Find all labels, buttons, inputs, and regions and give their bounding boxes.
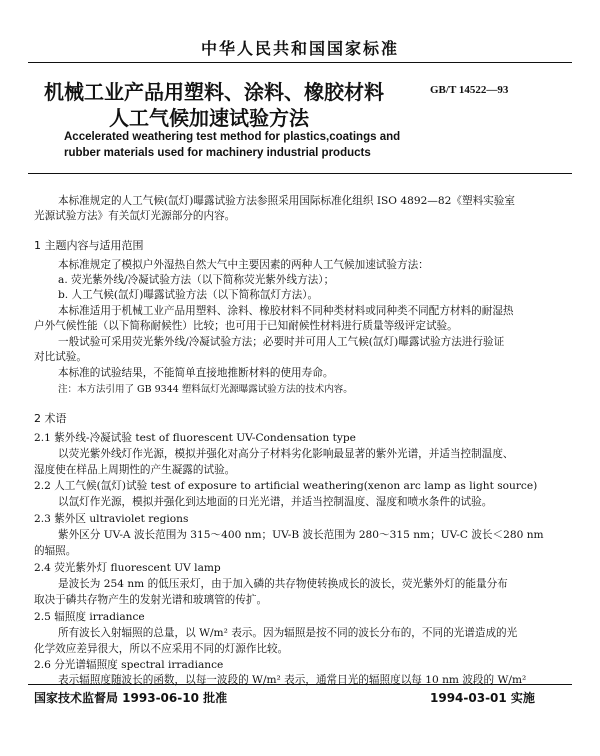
term-2-6-heading: 2.6 分光谱辐照度 spectral irradiance: [34, 659, 224, 671]
section-1-para-2-line-1: 本标准适用于机械工业产品用塑料、涂料、橡胶材料不同种类材料或同种类不同配方材料的耐湿热: [58, 305, 514, 317]
term-2-5-heading: 2.5 辐照度 irradiance: [34, 611, 145, 623]
term-2-2-line-1: 以氙灯作光源，模拟并强化到达地面的日光光谱，并适当控制温度、湿度和喷水条件的试验。: [58, 496, 493, 508]
term-2-5-line-2: 化学效应差异很大，所以不应采用不同的灯源作比较。: [34, 643, 289, 655]
term-2-4-line-2: 取决于磷共存物产生的发射光谱和玻璃管的传扩。: [34, 594, 268, 606]
effective-date: 1994-03-01 实施: [430, 691, 535, 705]
english-title-line-2: rubber materials used for machinery industrial products: [64, 147, 371, 159]
section-2-heading: 2 术语: [34, 412, 67, 425]
term-2-3-heading: 2.3 紫外区 ultraviolet regions: [34, 513, 189, 525]
section-1-para-4: 本标准的试验结果，不能简单直接地推断材料的使用寿命。: [58, 367, 334, 379]
intro-line-2: 光源试验方法》有关氙灯光源部分的内容。: [34, 210, 236, 222]
term-2-2-heading: 2.2 人工气候(氙灯)试验 test of exposure to artificial weathering(xenon arc lamp as light source): [34, 480, 538, 492]
term-2-3-line-1: 紫外区分 UV-A 波长范围为 315～400 nm；UV-B 波长范围为 280～315 nm；UV-C 波长＜280 nm: [58, 529, 544, 541]
intro-line-1: 本标准规定的人工气候(氙灯)曝露试验方法参照采用国际标准化组织 ISO 4892—82《塑料实验室: [58, 195, 515, 207]
section-1-item-a: a. 荧光紫外线/冷凝试验方法（以下简称荧光紫外线方法）；: [58, 274, 335, 286]
title-line-1: 机械工业产品用塑料、涂料、橡胶材料: [44, 80, 384, 104]
section-1-para-3-line-1: 一般试验可采用荧光紫外线/冷凝试验方法；必要时并可用人工气候(氙灯)曝露试验方法进行验证: [58, 336, 505, 348]
issuing-body-header: 中华人民共和国国家标准: [200, 39, 399, 58]
term-2-1-line-1: 以荧光紫外线灯作光源，模拟并强化对高分子材料劣化影响最显著的紫外光谱，并适当控制温度、: [58, 448, 514, 460]
section-1-heading: 1 主题内容与适用范围: [34, 239, 144, 252]
section-1-item-b: b. 人工气候(氙灯)曝露试验方法（以下简称氙灯方法）。: [58, 289, 319, 301]
section-1-para-1: 本标准规定了模拟户外湿热自然大气中主要因素的两种人工气候加速试验方法：: [58, 259, 429, 271]
footer-rule: [28, 684, 572, 685]
standard-number: GB/T 14522—93: [430, 84, 509, 96]
title-rule: [28, 173, 572, 174]
term-2-1-line-2: 湿度使在样品上周期性的产生凝露的试验。: [34, 464, 236, 476]
title-line-2: 人工气候加速试验方法: [109, 106, 309, 130]
term-2-5-line-1: 所有波长入射辐照的总量，以 W/m² 表示。因为辐照是按不同的波长分布的，不同的光谱造成的光: [58, 627, 518, 639]
term-2-4-line-1: 是波长为 254 nm 的低压汞灯，由于加入磷的共存物使转换成长的波长，荧光紫外灯的能量分布: [58, 578, 508, 590]
section-1-para-3-line-2: 对比试验。: [34, 351, 87, 363]
term-2-6-line-1: 表示辐照度随波长的函数，以每一波段的 W/m² 表示，通常日光的辐照度以每 10 nm 波段的 W/m²: [58, 674, 527, 686]
term-2-1-heading: 2.1 紫外线-冷凝试验 test of fluorescent UV-Condensation type: [34, 432, 356, 444]
section-1-para-2-line-2: 户外气候性能（以下简称耐候性）比较；也可用于已知耐候性材料进行质量等级评定试验。: [34, 320, 458, 332]
header-rule: [28, 62, 572, 63]
term-2-3-line-2: 的辐照。: [34, 545, 77, 557]
english-title-line-1: Accelerated weathering test method for plastics,coatings and: [64, 131, 401, 143]
approval-date: 国家技术监督局 1993-06-10 批准: [34, 691, 228, 705]
section-1-note: 注：本方法引用了 GB 9344 塑料氙灯光源曝露试验方法的技术内容。: [58, 384, 353, 395]
term-2-4-heading: 2.4 荧光紫外灯 fluorescent UV lamp: [34, 562, 221, 574]
